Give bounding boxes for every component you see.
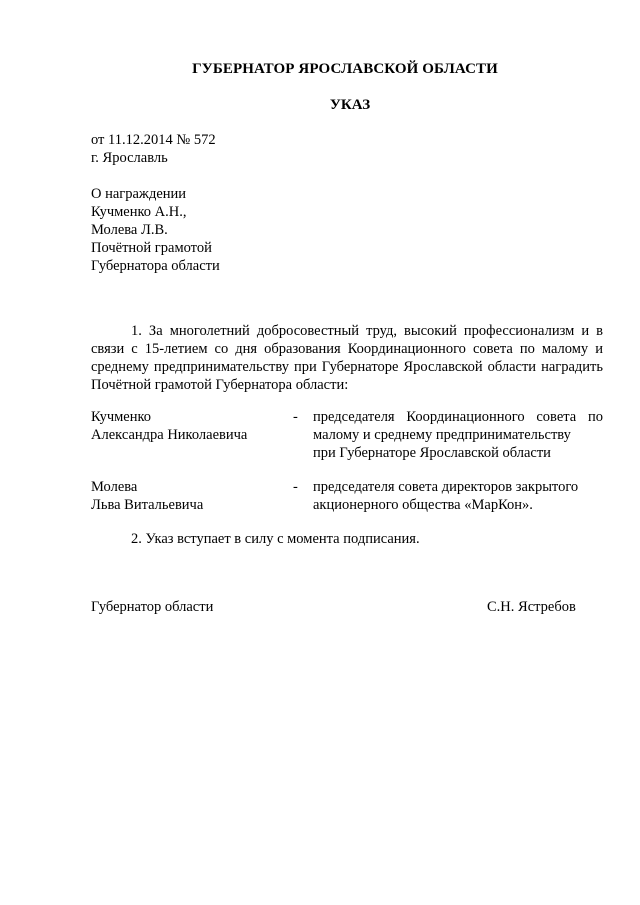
awardee-position	[313, 408, 603, 462]
awardee-dash: -	[293, 479, 298, 495]
awardee-position-last: акционерного общества «МарКон».	[313, 497, 533, 513]
paragraph-1-text: 1. За многолетний добросовестный труд, высокий профессионализм и в связи с 15-летием со дня образования Координационного совета по малому и среднему предпринимательству при Губернаторе Ярославской области наградить Почётной грамотой Губернатора области:	[91, 323, 603, 393]
awardee-position-main: председателя Координационного совета по малому и среднему предпринимательству	[313, 409, 603, 443]
paragraph-2	[91, 530, 603, 548]
signature-title: Губернатор области	[91, 599, 214, 615]
awardee-name	[91, 478, 291, 514]
awardee-given-names: Льва Витальевича	[91, 497, 204, 513]
subject-line: Губернатора области	[91, 258, 220, 274]
paragraph-1	[91, 322, 603, 394]
paragraph-2-text: 2. Указ вступает в силу с момента подписания.	[131, 531, 420, 547]
document-type: УКАЗ	[329, 97, 371, 113]
subject-line: Молева Л.В.	[91, 222, 168, 238]
awardee-dash: -	[293, 409, 298, 425]
signature-name: С.Н. Ястребов	[487, 599, 576, 615]
awardee-position-last: при Губернаторе Ярославской области	[313, 445, 551, 461]
awardee-name	[91, 408, 291, 444]
awardee-position	[313, 478, 603, 514]
subject-line: Кучменко А.Н.,	[91, 204, 187, 220]
awardee-position-main: председателя совета директоров закрытого	[313, 479, 579, 495]
subject-line: Почётной грамотой	[91, 240, 212, 256]
subject-line: О награждении	[91, 186, 187, 202]
awardee-surname: Молева	[91, 479, 138, 495]
awardee-surname: Кучменко	[91, 409, 152, 425]
date-number: от 11.12.2014 № 572	[91, 132, 216, 148]
issuing-authority: ГУБЕРНАТОР ЯРОСЛАВСКОЙ ОБЛАСТИ	[192, 61, 498, 77]
city: г. Ярославль	[91, 150, 168, 166]
awardee-given-names: Александра Николаевича	[91, 427, 248, 443]
